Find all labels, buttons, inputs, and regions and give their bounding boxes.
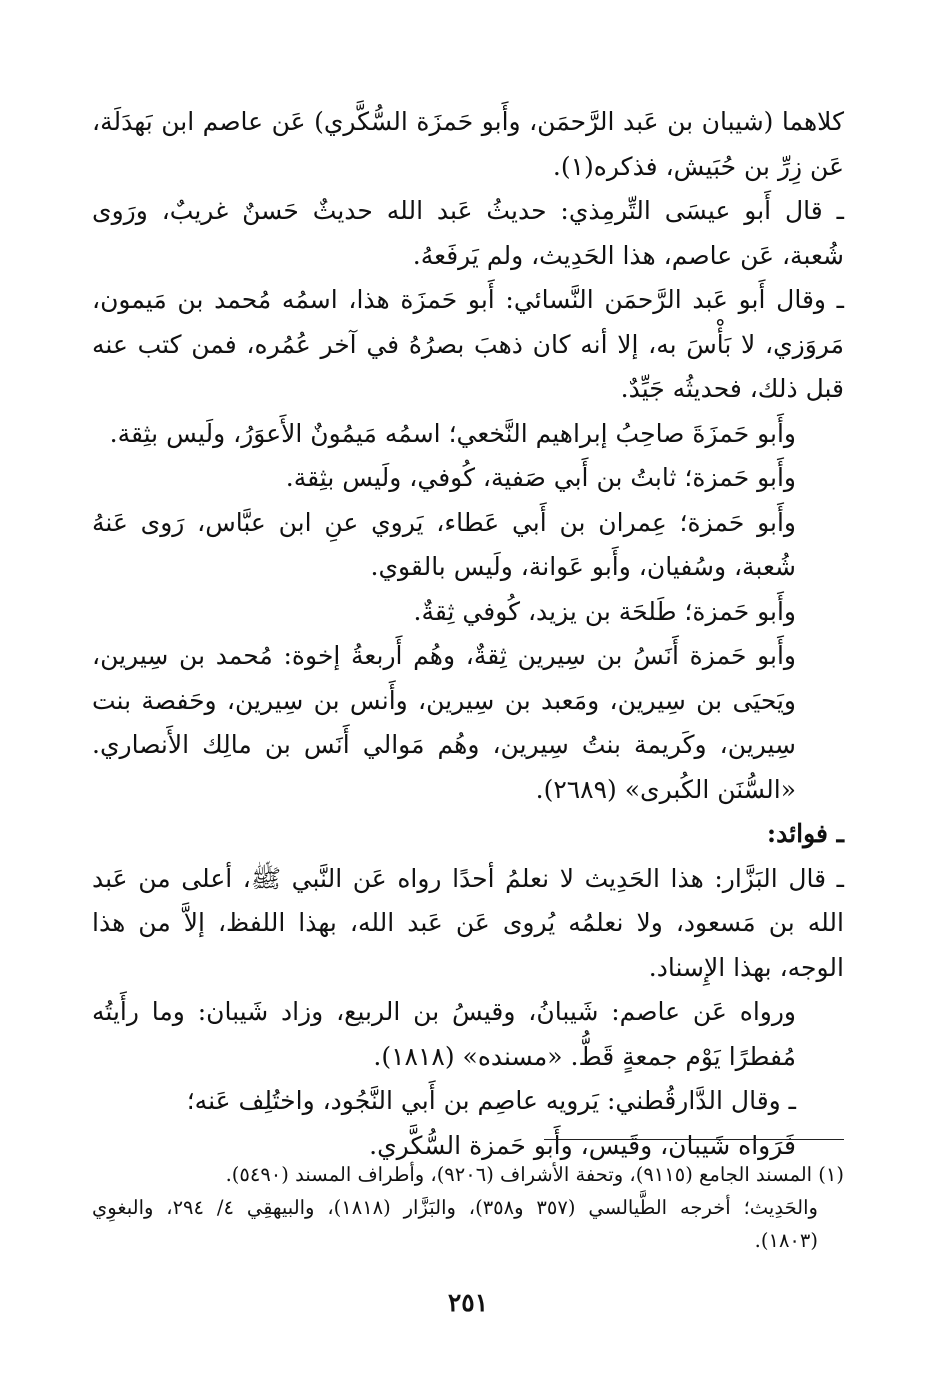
paragraph-daraqutni: ـ وقال الدَّارقُطني: يَرويه عاصِم بن أَبي النَّجُود، واختُلِف عَنه؛ xyxy=(186,1086,796,1115)
paragraph-abu-hamza-anas: وأَبو حَمزة أَنَسُ بن سِيرين ثِقةٌ، وهُم أَربعةُ إخوة: مُحمد بن سِيرين، ويَحيَى بن سِيرين، ومَعبد بن سِيرين، وأَنس بن سِيرين، وحَفصة بنت سِيرين، وكَريمة بنتُ سِيرين، وهُم مَوالي أَنَس بن مالِك الأَنصاري. «السُّنَن الكُبرى» (٢٦٨٩). xyxy=(92,641,797,804)
footnotes xyxy=(92,1158,844,1257)
paragraph-rawahu: ورواه عَن عاصم: شَيبانُ، وقيسُ بن الربيع، وزاد شَيبان: وما رأَيتُه مُفطرًا يَوْم جمعةٍ قَطُّ. «مسنده» (١٨١٨). xyxy=(92,997,796,1071)
paragraph-abu-hamza-maymun: وأَبو حَمزَةَ صاحِبُ إبراهيم النَّخعي؛ اسمُه مَيمُونٌ الأَعوَرُ، ولَيس بثِقة. xyxy=(109,418,796,448)
paragraph-nasai: ـ وقال أَبو عَبد الرَّحمَن النَّسائي: أَبو حَمزَة هذا، اسمُه مُحمد بن مَيمون، مَروَزي، لا بَأْسَ به، إلا أنه كان ذهبَ بصرُهُ في آخر عُمُره، فمن كتب عنه قبل ذلك، فحديثُه جَيِّدٌ. xyxy=(92,285,844,403)
footnote-divider xyxy=(544,1139,844,1140)
paragraph-bazzar: ـ قال البَزَّار: هذا الحَدِيث لا نعلمُ أحدًا رواه عَن النَّبي ﷺ، أعلى من عَبد الله بن مَسعود، ولا نعلمُه يُروى عَن عَبد الله، بهذا اللفظ، إلاَّ من هذا الوجه، بهذا الإِسناد. xyxy=(92,863,844,982)
main-text xyxy=(92,100,844,1168)
paragraph-abu-hamza-talha: وأَبو حَمزة؛ طَلحَة بن يزيد، كُوفي ثِقةٌ. xyxy=(413,596,796,626)
paragraph-chain: كلاهما (شيبان بن عَبد الرَّحمَن، وأَبو حَمزَة السُّكَّري) عَن عاصم ابن بَهدَلَة، عَن زِرِّ بن حُبَيش، فذكره(١). xyxy=(92,107,844,181)
footnote-1-continued: والحَدِيث؛ أخرجه الطَّيالسي (٣٥٧ و٣٥٨)، والبَزَّار (١٨١٨)، والبيهقِي ٤/ ٢٩٤، والبغوِي (١٨٠٣). xyxy=(92,1196,818,1252)
page-number: ٢٥١ xyxy=(447,1288,489,1317)
paragraph-abu-hamza-thabit: وأَبو حَمزة؛ ثابتُ بن أَبي صَفية، كُوفي، ولَيس بثِقة. xyxy=(285,463,796,492)
paragraph-farawahu: فَرَواه شَيبان، وقَيس، وأَبو حَمزة السُّكَّري. xyxy=(369,1130,796,1160)
section-heading-fawaid: ـ فوائد: xyxy=(766,819,844,848)
paragraph-tirmidhi: ـ قال أَبو عيسَى التِّرمِذي: حديثُ عَبد الله حديثٌ حَسنٌ غريبٌ، ورَوى شُعبة، عَن عاصم، هذا الحَدِيث، ولم يَرفَعهُ. xyxy=(92,196,844,270)
paragraph-abu-hamza-imran: وأَبو حَمزة؛ عِمران بن أَبي عَطاء، يَروي عنِ ابن عبَّاس، رَوى عَنهُ شُعبة، وسُفيان، وأَبو عَوانة، ولَيس بالقوي. xyxy=(92,507,796,581)
footnote-1: (١) المسند الجامع (٩١١٥)، وتحفة الأشراف (٩٢٠٦)، وأطراف المسند (٥٤٩٠). xyxy=(225,1163,844,1186)
